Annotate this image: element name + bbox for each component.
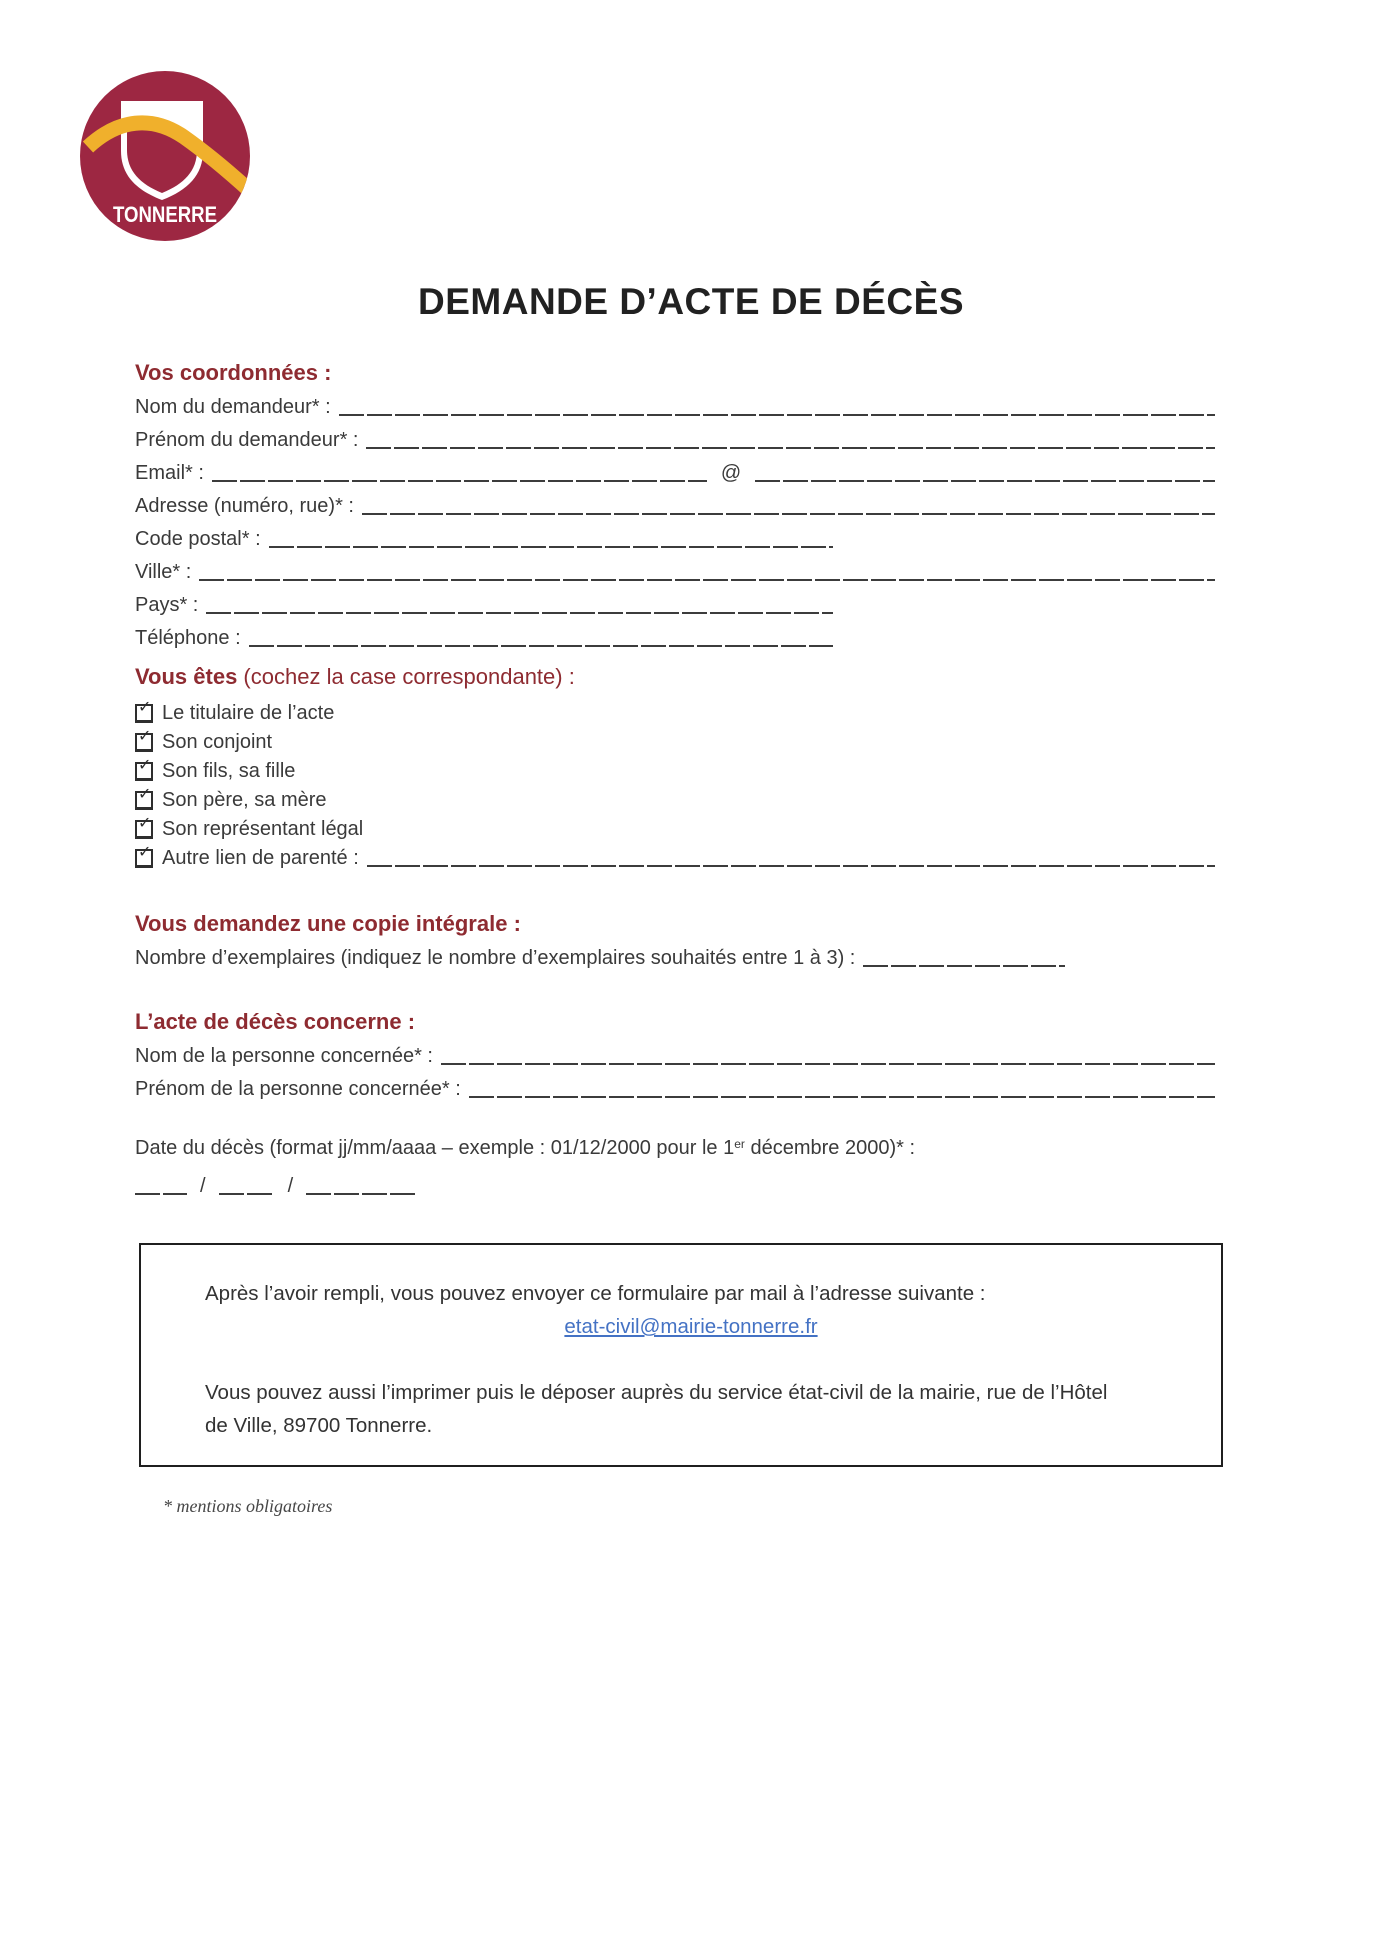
check-icon: ✓ bbox=[138, 786, 152, 803]
etat-civil-email-link[interactable]: etat-civil@mairie-tonnerre.fr bbox=[564, 1315, 818, 1338]
field-row-adresse bbox=[135, 487, 1215, 520]
checkbox-titulaire[interactable] bbox=[135, 699, 153, 723]
checkbox-fils-fille[interactable] bbox=[135, 757, 153, 781]
checkbox-representant[interactable] bbox=[135, 815, 153, 839]
date-separator: / bbox=[200, 1175, 206, 1197]
option-autre-lien bbox=[135, 843, 1215, 872]
prenom-demandeur-label: Prénom du demandeur* : bbox=[135, 429, 359, 451]
field-row-code-postal bbox=[135, 520, 833, 553]
date-label-post: décembre 2000)* : bbox=[744, 1137, 916, 1159]
section-heading-coordonnees: Vos coordonnées : bbox=[135, 360, 332, 385]
check-icon: ✓ bbox=[138, 815, 152, 832]
option-titulaire bbox=[135, 698, 1215, 727]
check-icon: ✓ bbox=[138, 757, 152, 774]
page-title: DEMANDE D’ACTE DE DÉCÈS bbox=[418, 281, 964, 322]
date-year-blank[interactable] bbox=[306, 1193, 418, 1195]
date-month-blank[interactable] bbox=[219, 1193, 275, 1195]
vous-etes-bold: Vous êtes bbox=[135, 664, 238, 689]
checkbox-autre-lien[interactable] bbox=[135, 844, 153, 868]
submission-info-box bbox=[139, 1243, 1223, 1467]
field-row-pays bbox=[135, 586, 833, 619]
option-fils-fille bbox=[135, 756, 1215, 785]
logo-text: TONNERRE bbox=[113, 202, 217, 227]
ville-blank[interactable] bbox=[199, 579, 1215, 581]
field-row-prenom-demandeur bbox=[135, 421, 1215, 454]
prenom-concerne-label: Prénom de la personne concernée* : bbox=[135, 1078, 461, 1100]
adresse-label: Adresse (numéro, rue)* : bbox=[135, 495, 354, 517]
checkbox-conjoint[interactable] bbox=[135, 728, 153, 752]
section-heading-acte: L’acte de décès concerne : bbox=[135, 1009, 416, 1034]
code-postal-blank[interactable] bbox=[269, 546, 833, 548]
check-icon: ✓ bbox=[138, 844, 152, 861]
tonnerre-crest-icon bbox=[80, 71, 250, 241]
form-content bbox=[135, 358, 1215, 1200]
checkbox-pere-mere[interactable] bbox=[135, 786, 153, 810]
field-row-nom-concerne bbox=[135, 1037, 1215, 1070]
option-representant-label: Son représentant légal bbox=[162, 818, 364, 840]
section-heading-vous-etes bbox=[135, 662, 1215, 692]
prenom-concerne-blank[interactable] bbox=[469, 1096, 1215, 1098]
nom-concerne-label: Nom de la personne concernée* : bbox=[135, 1045, 433, 1067]
date-label-pre: Date du décès (format jj/mm/aaaa – exemple : 01/12/2000 pour le 1 bbox=[135, 1137, 735, 1159]
tonnerre-logo bbox=[80, 71, 250, 241]
check-icon: ✓ bbox=[138, 728, 152, 745]
nom-concerne-blank[interactable] bbox=[441, 1063, 1215, 1065]
option-fils-fille-label: Son fils, sa fille bbox=[162, 760, 296, 782]
field-row-nom-demandeur bbox=[135, 388, 1215, 421]
field-row-nombre-exemplaires bbox=[135, 939, 1065, 972]
field-row-email bbox=[135, 454, 1215, 487]
option-autre-lien-label: Autre lien de parenté : bbox=[162, 847, 359, 869]
nombre-exemplaires-label: Nombre d’exemplaires (indiquez le nombre d’exemplaires souhaités entre 1 à 3) : bbox=[135, 947, 856, 969]
option-representant bbox=[135, 814, 1215, 843]
option-pere-mere bbox=[135, 785, 1215, 814]
email-domain-blank[interactable] bbox=[755, 480, 1215, 482]
email-label: Email* : bbox=[135, 462, 204, 484]
section-heading-copie: Vous demandez une copie intégrale : bbox=[135, 911, 521, 936]
vous-etes-hint: (cochez la case correspondante) : bbox=[237, 664, 575, 689]
email-link-line bbox=[205, 1310, 1177, 1343]
date-separator: / bbox=[287, 1175, 294, 1197]
field-row-telephone bbox=[135, 619, 833, 652]
telephone-label: Téléphone : bbox=[135, 627, 241, 649]
prenom-demandeur-blank[interactable] bbox=[366, 447, 1215, 449]
email-local-blank[interactable] bbox=[212, 480, 707, 482]
option-conjoint bbox=[135, 727, 1215, 756]
pays-blank[interactable] bbox=[206, 612, 833, 614]
field-row-prenom-concerne bbox=[135, 1070, 1215, 1103]
option-titulaire-label: Le titulaire de l’acte bbox=[162, 702, 335, 724]
telephone-blank[interactable] bbox=[249, 645, 833, 647]
code-postal-label: Code postal* : bbox=[135, 528, 261, 550]
check-icon: ✓ bbox=[138, 699, 152, 716]
date-deces-label bbox=[135, 1130, 1215, 1162]
date-deces-blanks bbox=[135, 1162, 655, 1200]
option-conjoint-label: Son conjoint bbox=[162, 731, 273, 753]
autre-lien-blank[interactable] bbox=[367, 865, 1215, 867]
nom-demandeur-blank[interactable] bbox=[339, 414, 1215, 416]
nom-demandeur-label: Nom du demandeur* : bbox=[135, 396, 331, 418]
date-day-blank[interactable] bbox=[135, 1193, 187, 1195]
option-pere-mere-label: Son père, sa mère bbox=[162, 789, 327, 811]
pays-label: Pays* : bbox=[135, 594, 199, 616]
relation-options bbox=[135, 698, 1215, 872]
mandatory-fields-footnote: * mentions obligatoires bbox=[163, 1496, 333, 1516]
adresse-blank[interactable] bbox=[362, 513, 1215, 515]
date-label-sup: er bbox=[734, 1137, 745, 1151]
at-sign: @ bbox=[720, 462, 742, 484]
info-paragraph-depot: Vous pouvez aussi l’imprimer puis le déposer auprès du service état-civil de la mairie, rue de l’Hôtel de Ville, 89700 Tonnerre. bbox=[205, 1381, 1108, 1437]
nombre-exemplaires-blank[interactable] bbox=[863, 965, 1065, 967]
info-paragraph-mail: Après l’avoir rempli, vous pouvez envoyer ce formulaire par mail à l’adresse suivante : bbox=[205, 1282, 986, 1305]
field-row-ville bbox=[135, 553, 1215, 586]
ville-label: Ville* : bbox=[135, 561, 192, 583]
